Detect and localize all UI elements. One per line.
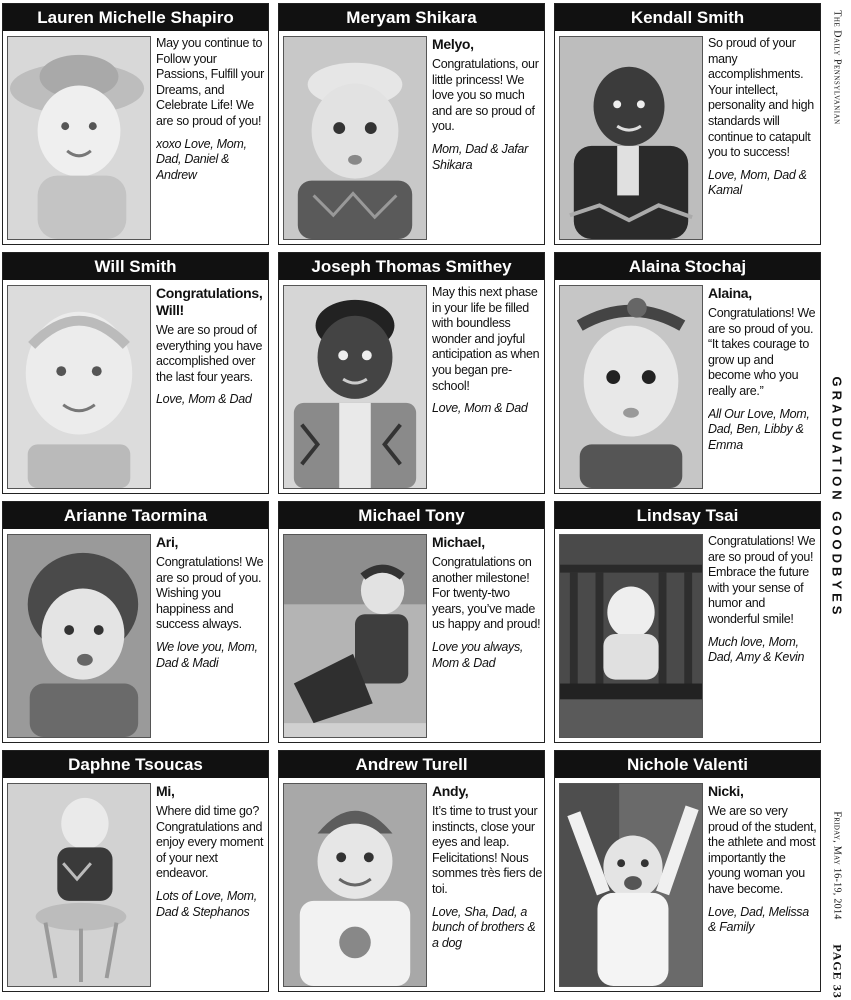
ad-card xyxy=(554,252,821,494)
message-text: Congratulations, our little princess! We love you so much and are so proud of you. xyxy=(432,57,539,134)
greeting: Mi, xyxy=(156,783,175,799)
baby-photo xyxy=(7,285,151,489)
honoree-name: Nichole Valenti xyxy=(555,751,820,778)
signature: Mom, Dad & Jafar Shikara xyxy=(432,141,528,172)
message xyxy=(708,36,818,242)
baby-photo xyxy=(559,285,703,489)
baby-photo xyxy=(559,36,703,240)
baby-photo xyxy=(559,783,703,987)
newspaper-name: The Daily Pennsylvanian xyxy=(831,10,843,125)
ad-card xyxy=(554,501,821,743)
honoree-name: Alaina Stochaj xyxy=(555,253,820,280)
signature: Love you always, Mom & Dad xyxy=(432,639,524,670)
ad-card xyxy=(554,750,821,992)
greeting: Andy, xyxy=(432,783,469,799)
greeting: Alaina, xyxy=(708,285,752,301)
message-text: We are so very proud of the student, the athlete and most importantly the young woman you have become. xyxy=(708,804,817,896)
greeting: Nicki, xyxy=(708,783,744,799)
baby-photo xyxy=(283,783,427,987)
baby-photo xyxy=(7,783,151,987)
ad-card xyxy=(554,3,821,245)
ad-grid xyxy=(2,3,821,997)
ad-card xyxy=(278,252,545,494)
signature: Much love, Mom, Dad, Amy & Kevin xyxy=(708,634,805,665)
honoree-name: Will Smith xyxy=(3,253,268,280)
ad-card xyxy=(278,750,545,992)
signature: xoxo Love, Mom, Dad, Daniel & Andrew xyxy=(156,136,247,182)
message xyxy=(432,36,542,242)
baby-photo xyxy=(7,534,151,738)
signature: Love, Dad, Melissa & Family xyxy=(708,904,809,935)
honoree-name: Lauren Michelle Shapiro xyxy=(3,4,268,31)
ad-card xyxy=(2,501,269,743)
message xyxy=(156,36,266,242)
baby-photo xyxy=(7,36,151,240)
message-text: We are so proud of everything you have accomplished over the last four years. xyxy=(156,323,263,384)
page-sidebar xyxy=(823,0,851,1000)
signature: Love, Mom & Dad xyxy=(432,401,528,416)
honoree-name: Michael Tony xyxy=(279,502,544,529)
message xyxy=(708,783,818,989)
ad-card xyxy=(278,3,545,245)
message xyxy=(432,285,542,491)
message xyxy=(156,285,266,491)
baby-photo xyxy=(283,534,427,738)
issue-date: Friday, May 16-19, 2014 xyxy=(831,811,843,920)
signature: All Our Love, Mom, Dad, Ben, Libby & Emma xyxy=(708,406,810,452)
message xyxy=(708,285,818,491)
ad-card xyxy=(278,501,545,743)
baby-photo xyxy=(559,534,703,738)
honoree-name: Kendall Smith xyxy=(555,4,820,31)
ad-card xyxy=(2,252,269,494)
message-text: May you continue to Follow your Passions, Fulfill your Dreams, and Celebrate Life! We are so proud of you! xyxy=(156,36,265,128)
section-title: GRADUATION GOODBYES xyxy=(829,376,845,619)
honoree-name: Andrew Turell xyxy=(279,751,544,778)
message xyxy=(156,534,266,740)
baby-photo xyxy=(283,36,427,240)
greeting: Melyo, xyxy=(432,36,474,52)
message-text: It’s time to trust your instincts, close your eyes and leap. Felicitations! Nous sommes très fiers de toi. xyxy=(432,804,542,896)
message-text: Congratulations! We are so proud of you! Embrace the future with your sense of humor and wonderful smile! xyxy=(708,534,816,626)
greeting: Congratulations, Will! xyxy=(156,285,263,318)
message xyxy=(432,783,542,989)
greeting: Michael, xyxy=(432,534,485,550)
message-text: So proud of your many accomplishments. Your intellect, personality and high standards will continue to catapult you to success! xyxy=(708,36,814,160)
ad-card xyxy=(2,750,269,992)
message-text: May this next phase in your life be filled with boundless wonder and joyful anticipation as when you began pre-school! xyxy=(432,285,540,393)
signature: Love, Sha, Dad, a bunch of brothers & a dog xyxy=(432,904,536,950)
honoree-name: Lindsay Tsai xyxy=(555,502,820,529)
baby-photo xyxy=(283,285,427,489)
message xyxy=(156,783,266,989)
message xyxy=(432,534,542,740)
ad-card xyxy=(2,3,269,245)
message-text: Where did time go? Congratulations and enjoy every moment of your next endeavor. xyxy=(156,804,264,881)
greeting: Ari, xyxy=(156,534,179,550)
honoree-name: Joseph Thomas Smithey xyxy=(279,253,544,280)
signature: We love you, Mom, Dad & Madi xyxy=(156,639,258,670)
honoree-name: Arianne Taormina xyxy=(3,502,268,529)
message-text: Congratulations! We are so proud of you. “It takes courage to grow up and become who you really are.” xyxy=(708,306,816,398)
page-number: PAGE 33 xyxy=(830,944,845,999)
signature: Love, Mom & Dad xyxy=(156,392,252,407)
honoree-name: Meryam Shikara xyxy=(279,4,544,31)
signature: Lots of Love, Mom, Dad & Stephanos xyxy=(156,888,257,919)
honoree-name: Daphne Tsoucas xyxy=(3,751,268,778)
message-text: Congratulations! We are so proud of you. Wishing you happiness and success always. xyxy=(156,555,264,632)
message-text: Congratulations on another milestone! For twenty-two years, you’ve made us happy and proud! xyxy=(432,555,541,632)
signature: Love, Mom, Dad & Kamal xyxy=(708,167,807,198)
message xyxy=(708,534,818,740)
